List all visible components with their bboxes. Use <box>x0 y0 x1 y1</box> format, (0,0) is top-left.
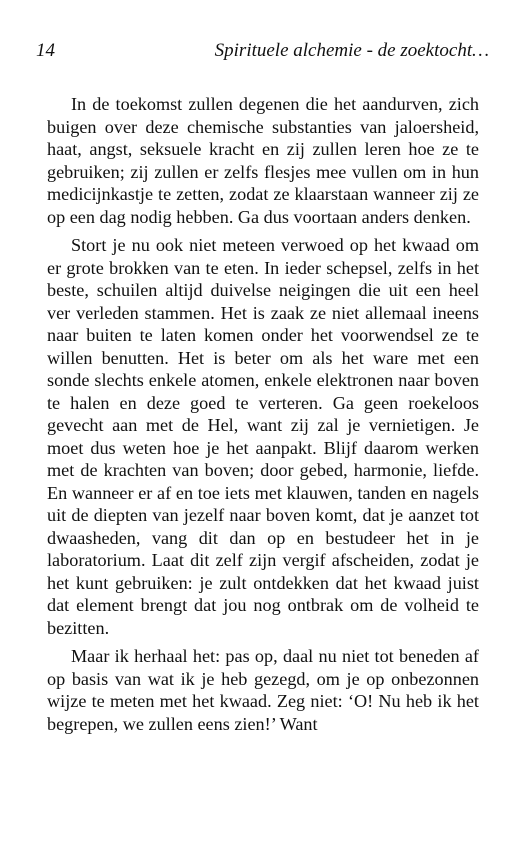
paragraph: Stort je nu ook niet meteen verwoed op het kwaad om er grote brokken van te eten. In ieder schepsel, zelfs in het beste, schuilen altijd duivelse neigingen die uit een heel ver verleden stammen. Het is zaak ze niet allemaal ineens naar buiten te laten komen onder het voorwendsel ze te willen benutten. Het is beter om als het ware met een sonde slechts enkele atomen, enkele elektronen naar boven te halen en deze goed te verteren. Ga geen roekeloos gevecht aan met de Hel, want zij zal je vernietigen. Je moet dus weten hoe je het aanpakt. Blijf daarom werken met de krachten van boven; door gebed, harmonie, liefde. En wanneer er af en toe iets met klauwen, tanden en nagels uit de diepten van jezelf naar boven komt, dat je aanzet tot dwaasheden, vang dit dan op en bestudeer het in je laboratorium. Laat dit zelf zijn vergif afscheiden, zodat je het kunt gebruiken: je zult ontdekken dat het kwaad juist dat element brengt dat jou nog ontbrak om de volheid te bezitten. <box>47 235 479 638</box>
page-number: 14 <box>36 40 55 61</box>
page-header <box>36 38 489 64</box>
running-title: Spirituele alchemie - de zoektocht… <box>214 40 489 61</box>
body-text <box>47 93 479 741</box>
paragraph: Maar ik herhaal het: pas op, daal nu niet tot beneden af op basis van wat ik je heb gezegd, om je op onbezonnen wijze te meten met het kwaad. Zeg niet: ‘O! Nu heb ik het begrepen, we zullen eens zien!’ Want <box>47 646 479 734</box>
paragraph: In de toekomst zullen degenen die het aandurven, zich buigen over deze chemische substanties van jaloersheid, haat, angst, seksuele kracht en zij zullen leren hoe ze te gebruiken; zij zullen er zelfs flesjes mee vullen om in hun medicijnkastje te zetten, zodat ze klaarstaan wanneer zij ze op een dag nodig hebben. Ga dus voortaan anders denken. <box>47 94 479 227</box>
